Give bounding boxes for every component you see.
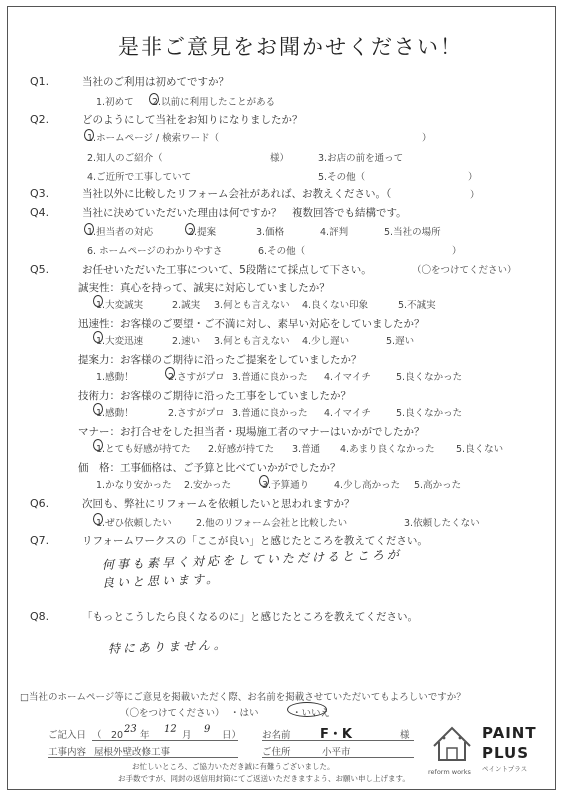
page-title: 是非ご意見をお聞かせください！ bbox=[118, 35, 463, 59]
q2-option-1: 1.ホームページ / 検索ワード（ bbox=[87, 133, 220, 144]
q5-item-6-opt-2: 2.安かった bbox=[184, 480, 232, 491]
name-label: お名前 bbox=[262, 730, 291, 741]
q5-item-6-opt-4: 4.少し高かった bbox=[334, 480, 401, 491]
logo-sub: reform works bbox=[428, 768, 471, 776]
name-value: F・K bbox=[320, 727, 352, 742]
q8-number: Q8. bbox=[30, 610, 50, 623]
q4-selected-circle-1 bbox=[84, 223, 94, 235]
q6-question: 次回も、弊社にリフォームを依頼したいと思われますか？ bbox=[82, 498, 355, 510]
q5-item-4-opt-1: 1.感動！ bbox=[96, 408, 134, 419]
address-underline bbox=[262, 757, 414, 758]
date-underline bbox=[92, 740, 238, 741]
q2-selected-circle bbox=[84, 129, 94, 141]
q4-number: Q4. bbox=[30, 206, 50, 219]
address-label: ご住所 bbox=[262, 747, 291, 758]
date-year: 23 bbox=[123, 723, 137, 735]
q1-option-1: 1.初めて bbox=[96, 97, 134, 108]
q2-option-5-close: ） bbox=[468, 172, 478, 183]
q5-item-2-opt-5: 5.遅い bbox=[386, 336, 415, 347]
thanks-line-2: お手数ですが、同封の返信用封筒にてご返送いただきますよう、お願い申し上げます。 bbox=[118, 774, 410, 783]
q4-option-4: 4.評判 bbox=[320, 227, 349, 238]
q6-option-2: 2.他のリフォーム会社と比較したい bbox=[196, 518, 348, 529]
q5-item-2-opt-1: 1.大変迅速 bbox=[96, 336, 144, 347]
q3-close: ） bbox=[470, 190, 480, 201]
q2-option-4: 4.ご近所で工事していて bbox=[87, 172, 192, 183]
q5-item-3-opt-3: 3.普通に良かった bbox=[232, 372, 308, 383]
consent-no: ・いいえ bbox=[292, 708, 331, 719]
q5-note: （〇をつけてください） bbox=[412, 265, 517, 276]
consent-yes: ・はい bbox=[230, 708, 259, 719]
q5-item-6-question: 価 格：工事価格は、ご予算と比べていかがでしたか？ bbox=[78, 462, 341, 474]
q1-question: 当社のご利用は初めてですか？ bbox=[82, 76, 229, 88]
q5-item-1-question: 誠実性：真心を持って、誠実に対応していましたか？ bbox=[78, 282, 330, 294]
date-month-suffix: 月 bbox=[182, 730, 192, 741]
q1-selected-circle bbox=[149, 93, 159, 105]
q5-item-6-selected bbox=[259, 475, 269, 487]
q5-item-4-opt-3: 3.普通に良かった bbox=[232, 408, 308, 419]
q3-number: Q3. bbox=[30, 187, 50, 200]
q5-item-3-question: 提案力：お客様のご期待に沿ったご提案をしていましたか？ bbox=[78, 354, 362, 366]
q5-item-4-question: 技術力：お客様のご期待に沿った工事をしていましたか？ bbox=[78, 390, 351, 402]
q5-item-6-opt-5: 5.高かった bbox=[414, 480, 462, 491]
q5-item-5-opt-3: 3.普通 bbox=[292, 444, 321, 455]
q5-item-1-opt-2: 2.誠実 bbox=[172, 300, 201, 311]
q5-number: Q5. bbox=[30, 263, 50, 276]
q5-item-2-opt-4: 4.少し遅い bbox=[302, 336, 350, 347]
q7-answer-line-2: 良いと思います。 bbox=[101, 571, 222, 590]
q2-option-1-close: ） bbox=[422, 133, 432, 144]
q6-option-3: 3.依頼したくない bbox=[404, 518, 480, 529]
name-sama: 様 bbox=[400, 730, 410, 741]
date-year-suffix: 年 bbox=[140, 730, 150, 741]
house-logo-icon bbox=[428, 720, 476, 768]
q6-selected-circle bbox=[93, 513, 103, 525]
name-underline bbox=[262, 740, 414, 741]
q5-item-3-opt-2: 2.さすがプロ bbox=[168, 372, 225, 383]
date-month: 12 bbox=[163, 723, 177, 735]
date-day: 9 bbox=[203, 723, 211, 735]
q5-item-3-opt-4: 4.イマイチ bbox=[324, 372, 371, 383]
q5-item-6-opt-1: 1.かなり安かった bbox=[96, 480, 172, 491]
work-underline bbox=[48, 757, 238, 758]
q7-number: Q7. bbox=[30, 534, 50, 547]
q5-item-2-opt-3: 3.何とも言えない bbox=[214, 336, 290, 347]
q7-answer-line-1: 何事も素早く対応をしていただけるところが bbox=[101, 547, 403, 572]
date-label: ご記入日 bbox=[48, 730, 87, 741]
q5-item-2-opt-2: 2.速い bbox=[172, 336, 201, 347]
q4-option-2: 2.提案 bbox=[188, 227, 217, 238]
q2-option-2-sama: 様） bbox=[270, 153, 290, 164]
consent-question: □当社のホームページ等にご意見を掲載いただく際、お名前を掲載させていただいてもよろしいですか？ bbox=[20, 692, 466, 703]
q5-item-3-opt-5: 5.良くなかった bbox=[396, 372, 463, 383]
q2-option-3: 3.お店の前を通って bbox=[318, 153, 404, 164]
q5-item-3-selected bbox=[165, 367, 175, 379]
q4-option-7-close: ） bbox=[452, 246, 462, 257]
q2-option-5: 5.その他（ bbox=[318, 172, 366, 183]
q4-option-5: 5.当社の場所 bbox=[384, 227, 441, 238]
q2-option-2: 2.知人のご紹介（ bbox=[87, 153, 163, 164]
q5-item-1-opt-3: 3.何とも言えない bbox=[214, 300, 290, 311]
q4-selected-circle-2 bbox=[185, 223, 195, 235]
consent-selected-circle bbox=[287, 702, 327, 717]
q4-option-6: 6. ホームページのわかりやすさ bbox=[87, 246, 223, 257]
q5-item-5-opt-5: 5.良くない bbox=[456, 444, 504, 455]
q1-option-2: 2.以前に利用したことがある bbox=[152, 97, 276, 108]
consent-note: （〇をつけてください） bbox=[120, 708, 225, 719]
q6-number: Q6. bbox=[30, 497, 50, 510]
q5-item-5-selected bbox=[93, 439, 103, 451]
q3-question: 当社以外に比較したリフォーム会社があれば、お教えください。（ bbox=[82, 188, 392, 200]
date-era: （ 20 bbox=[92, 730, 124, 741]
brand-kana: ペイントプラス bbox=[482, 765, 528, 773]
q4-option-1: 1.担当者の対応 bbox=[87, 227, 154, 238]
q2-number: Q2. bbox=[30, 113, 50, 126]
q5-item-2-question: 迅速性：お客様のご要望・ご不満に対し、素早い対応をしていましたか？ bbox=[78, 318, 425, 330]
brand-plus: PLUS bbox=[482, 744, 530, 762]
q5-item-6-opt-3: 3.予算通り bbox=[262, 480, 310, 491]
work-value: 屋根外壁改修工事 bbox=[94, 747, 171, 758]
address-value: 小平市 bbox=[322, 747, 351, 758]
q5-item-5-opt-4: 4.あまり良くなかった bbox=[340, 444, 435, 455]
q5-item-4-opt-5: 5.良くなかった bbox=[396, 408, 463, 419]
q7-question: リフォームワークスの「ここが良い」と感じたところを教えてください。 bbox=[82, 535, 428, 547]
q4-option-3: 3.価格 bbox=[256, 227, 285, 238]
q4-option-7: 6.その他（ bbox=[258, 246, 306, 257]
q5-item-2-selected bbox=[93, 331, 103, 343]
q5-item-1-opt-5: 5.不誠実 bbox=[398, 300, 436, 311]
q4-question: 当社に決めていただいた理由は何ですか？ 複数回答でも結構です。 bbox=[82, 207, 407, 219]
q5-item-1-opt-1: 1.大変誠実 bbox=[96, 300, 144, 311]
q5-item-4-selected bbox=[93, 403, 103, 415]
q6-option-1: 1.ぜひ依頼したい bbox=[96, 518, 172, 529]
q5-item-4-opt-2: 2.さすがプロ bbox=[168, 408, 225, 419]
date-day-suffix: 日） bbox=[222, 730, 242, 741]
q5-item-3-opt-1: 1.感動！ bbox=[96, 372, 134, 383]
q8-question: 「もっとこうしたら良くなるのに」と感じたところを教えてください。 bbox=[82, 611, 418, 623]
q8-answer: 特にありません。 bbox=[107, 637, 229, 656]
q5-item-5-question: マナー：お打合せをした担当者・現場施工者のマナーはいかがでしたか？ bbox=[78, 426, 425, 438]
thanks-line-1: お忙しいところ、ご協力いただき誠に有難うございました。 bbox=[132, 762, 335, 771]
q5-item-1-selected bbox=[93, 295, 103, 307]
q5-item-5-opt-1: 1.とても好感が持てた bbox=[96, 444, 191, 455]
work-label: 工事内容 bbox=[48, 747, 87, 758]
brand-paint: PAINT bbox=[482, 724, 537, 742]
q5-question: お任せいただいた工事について、5段階にて採点して下さい。 bbox=[82, 264, 372, 276]
q1-number: Q1. bbox=[30, 75, 50, 88]
q5-item-1-opt-4: 4.良くない印象 bbox=[302, 300, 369, 311]
q2-question: どのようにして当社をお知りになりましたか？ bbox=[82, 114, 303, 126]
q5-item-4-opt-4: 4.イマイチ bbox=[324, 408, 371, 419]
q5-item-5-opt-2: 2.好感が持てた bbox=[208, 444, 275, 455]
